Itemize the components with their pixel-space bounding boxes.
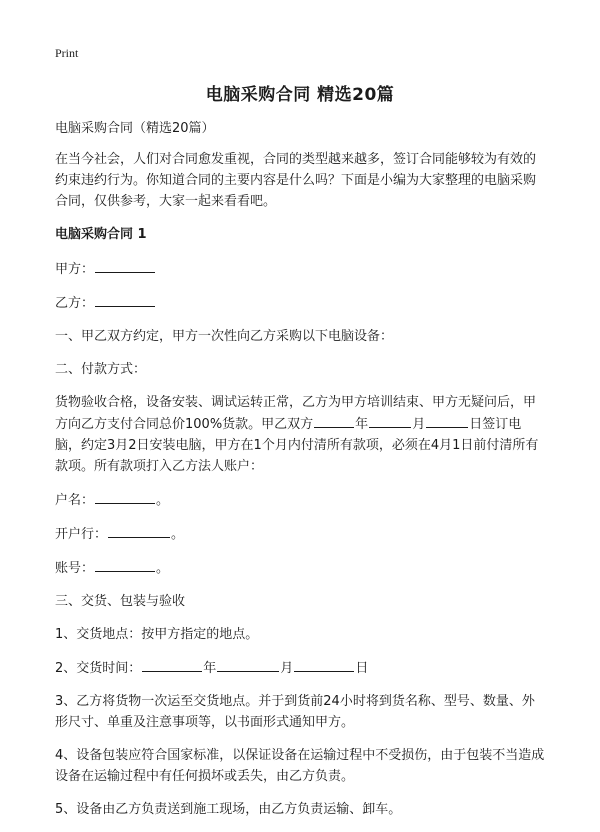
clause-3: 三、交货、包装与验收 — [55, 594, 186, 609]
section-title: 电脑采购合同 1 — [55, 227, 147, 242]
account-no-line — [55, 557, 547, 579]
account-name-line — [55, 489, 547, 511]
payment-month-label: 月 — [412, 417, 426, 432]
payment-text-part1: 货物验收合格，设备安装、调试运转正常，乙方为甲方培训结束、甲方无疑问后，甲方向乙方支付合同总价100%货款。甲乙双方 — [55, 395, 537, 432]
payment-paragraph — [55, 392, 547, 477]
clause-1: 一、甲乙双方约定，甲方一次性向乙方采购以下电脑设备： — [55, 329, 394, 344]
page-title: 电脑采购合同 精选20篇 — [205, 85, 395, 105]
payment-day-blank — [426, 413, 468, 428]
party-a-label: 甲方： — [55, 262, 95, 277]
document-subtitle: 电脑采购合同（精选20篇） — [55, 121, 215, 136]
account-name-label: 户名： — [55, 493, 95, 508]
item-1: 1、交货地点：按甲方指定的地点。 — [55, 627, 259, 642]
delivery-year-blank — [142, 657, 202, 672]
print-label: Print — [55, 46, 79, 60]
item-3: 3、乙方将货物一次运至交货地点。并于到货前24小时将到货名称、型号、数量、外形尺寸、单重及注意事项等，以书面形式通知甲方。 — [55, 694, 535, 730]
party-a-line — [55, 258, 547, 280]
account-name-period: 。 — [156, 493, 170, 508]
party-b-line — [55, 292, 547, 314]
document-body — [55, 118, 547, 832]
bank-label: 开户行： — [55, 527, 108, 542]
party-b-label: 乙方： — [55, 296, 95, 311]
party-b-blank — [95, 292, 155, 307]
account-no-blank — [95, 557, 155, 572]
item-4: 4、设备包装应符合国家标准，以保证设备在运输过程中不受损伤，由于包装不当造成设备在运输过程中有任何损坏或丢失，由乙方负责。 — [55, 748, 545, 784]
item-5: 5、设备由乙方负责送到施工现场，由乙方负责运输、卸车。 — [55, 802, 402, 817]
delivery-day-label: 日 — [355, 661, 369, 676]
payment-text-part2: 日签订电脑，约定3月2日安装电脑，甲方在1个月内付清所有款项，必须在4月1日前付清所有款项。所有款项打入乙方法人账户： — [55, 417, 539, 474]
account-no-period: 。 — [156, 561, 170, 576]
delivery-year-label: 年 — [203, 661, 217, 676]
intro-paragraph: 在当今社会，人们对合同愈发重视，合同的类型越来越多，签订合同能够较为有效的约束违约行为。你知道合同的主要内容是什么吗？下面是小编为大家整理的电脑采购合同，仅供参考，大家一起来看看吧。 — [55, 152, 537, 209]
account-no-label: 账号： — [55, 561, 95, 576]
clause-2: 二、付款方式： — [55, 362, 147, 377]
payment-year-label: 年 — [355, 417, 369, 432]
delivery-day-blank — [294, 657, 354, 672]
payment-year-blank — [314, 413, 354, 428]
account-name-blank — [95, 489, 155, 504]
party-a-blank — [95, 258, 155, 273]
bank-line — [55, 523, 547, 545]
delivery-month-blank — [217, 657, 279, 672]
bank-period: 。 — [171, 527, 185, 542]
item-2-label: 2、交货时间： — [55, 661, 142, 676]
delivery-month-label: 月 — [280, 661, 294, 676]
payment-month-blank — [369, 413, 411, 428]
bank-blank — [108, 523, 170, 538]
item-2 — [55, 657, 547, 679]
